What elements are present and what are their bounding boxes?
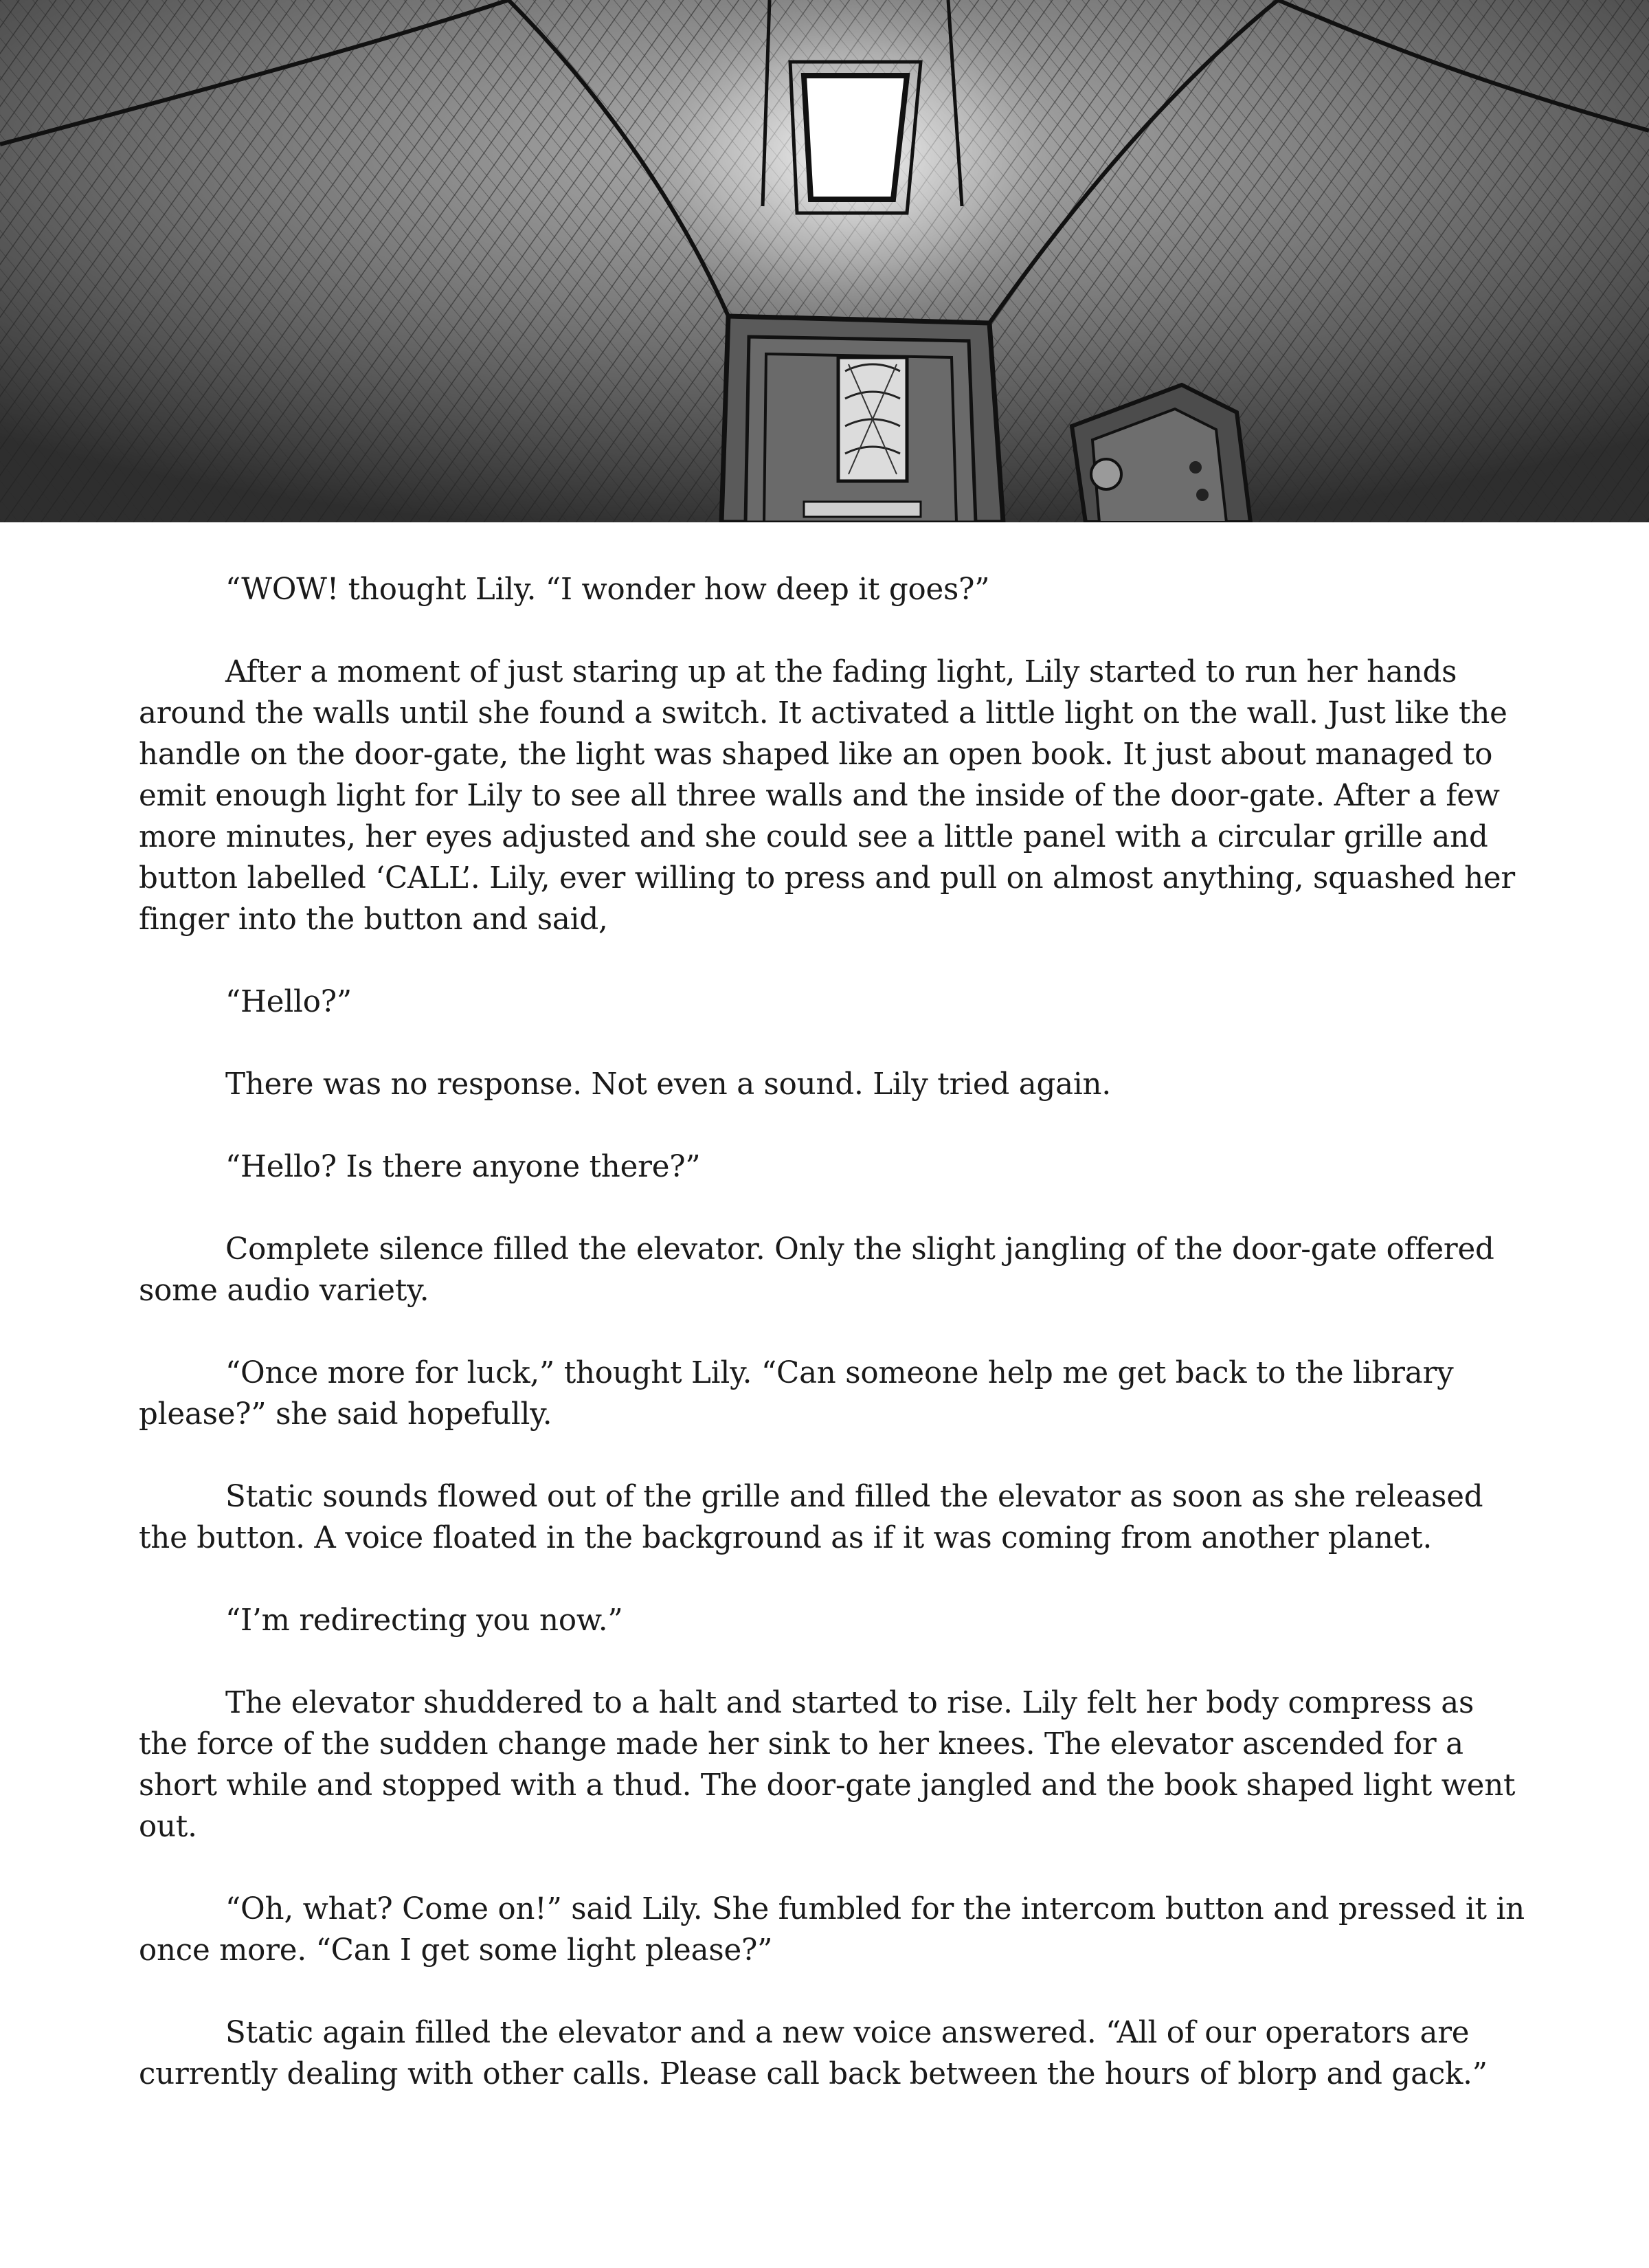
- paragraph: “Oh, what? Come on!” said Lily. She fumbled for the intercom button and pressed it in once more. “Can I get some light please?”: [139, 1892, 1525, 1968]
- paragraph: “Once more for luck,” thought Lily. “Can someone help me get back to the library please?” she said hopefully.: [139, 1356, 1454, 1432]
- paragraph: After a moment of just staring up at the fading light, Lily started to run her hands around the walls until she found a switch. It activated a little light on the wall. Just like the handle on the door-gate, the light was shaped like an open book. It just about managed to emit enough light for Lily to see all three walls and the inside of the door-gate. After a few more minutes, her eyes adjusted and she could see a little panel with a circular grille and button labelled ‘CALL’. Lily, ever willing to press and pull on almost anything, squashed her finger into the button and said,: [139, 655, 1516, 937]
- paragraph: “Hello?”: [225, 985, 352, 1019]
- paragraph: Complete silence filled the elevator. Only the slight jangling of the door-gate offered some audio variety.: [139, 1232, 1494, 1308]
- paragraph: “Hello? Is there anyone there?”: [225, 1150, 701, 1184]
- story-text: [139, 569, 1527, 2095]
- paragraph: “I’m redirecting you now.”: [225, 1603, 623, 1638]
- elevator-shaft-illustration: [0, 0, 1649, 522]
- paragraph: There was no response. Not even a sound. Lily tried again.: [225, 1067, 1111, 1102]
- paragraph: The elevator shuddered to a halt and started to rise. Lily felt her body compress as the force of the sudden change made her sink to her knees. The elevator ascended for a short while and stopped with a thud. The door-gate jangled and the book shaped light went out.: [139, 1686, 1516, 1844]
- paragraph: Static again filled the elevator and a new voice answered. “All of our operators are currently dealing with other calls. Please call back between the hours of blorp and gack.”: [139, 2016, 1488, 2091]
- paragraph: Static sounds flowed out of the grille and filled the elevator as soon as she released the button. A voice floated in the background as if it was coming from another planet.: [139, 1480, 1483, 1555]
- paragraph: “WOW! thought Lily. “I wonder how deep it goes?”: [225, 572, 990, 607]
